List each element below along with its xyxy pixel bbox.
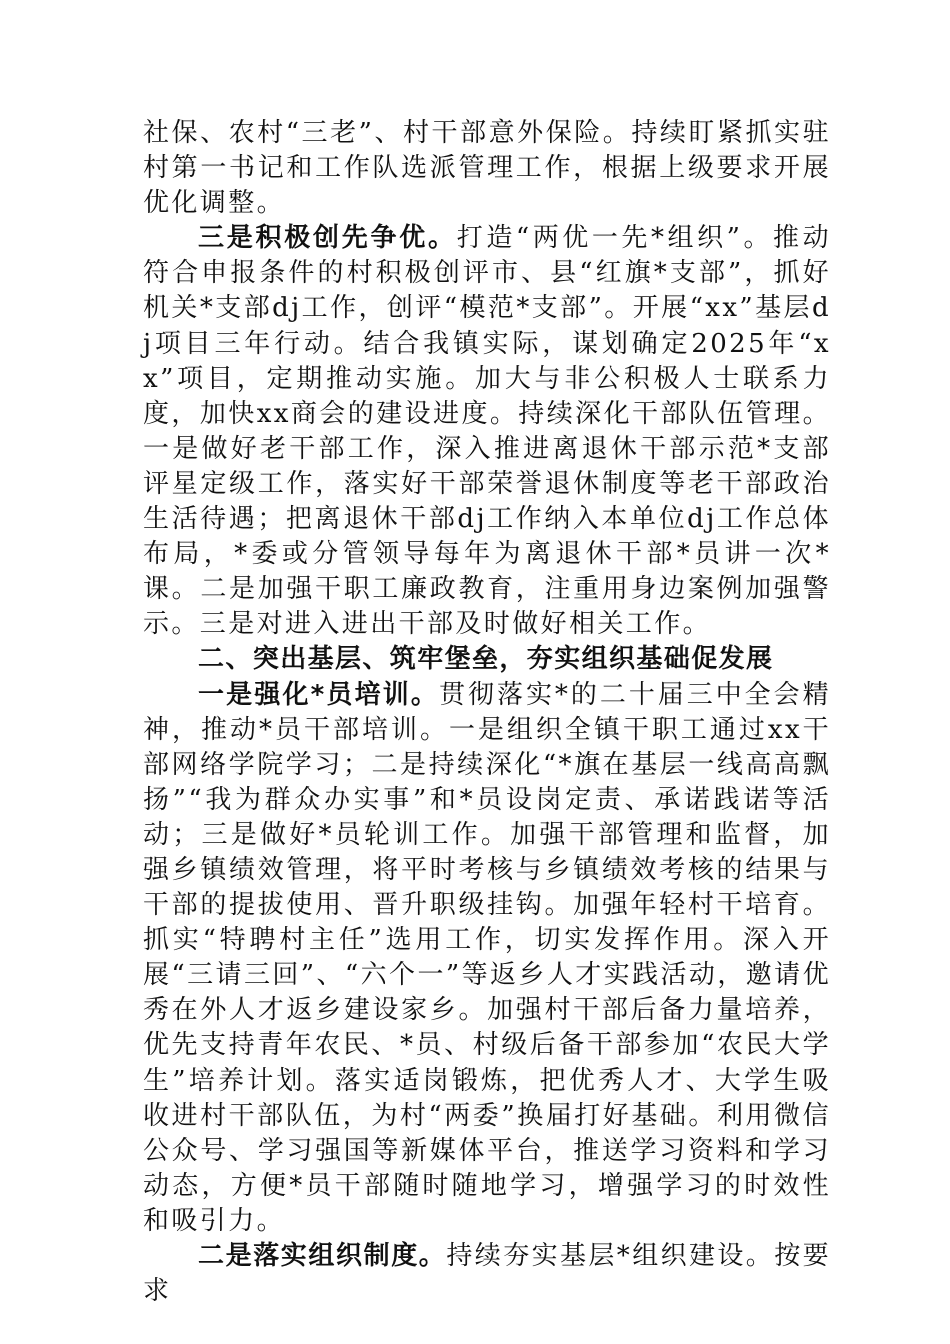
paragraph-lead-training: 一是强化*员培训。 (198, 679, 440, 710)
paragraph-body-excellence: 打造“两优一先*组织”。推动符合申报条件的村积极创评市、县“红旗*支部”，抓好机关*支部dj工作，创评“模范*支部”。开展“xx”基层dj项目三年行动。结合我镇实际，谋划确定2025年“xx”项目，定期推动实施。加大与非公积极人士联系力度，加快xx商会的建设进度。持续深化干部队伍管理。一是做好老干部工作，深入推进离退休干部示范*支部评星定级工作，落实好干部荣誉退休制度等老干部政治生活待遇；把离退休干部dj工作纳入本单位dj工作总体布局，*委或分管领导每年为离退休干部*员讲一次*课。二是加强干职工廉政教育，注重用身边案例加强警示。三是对进入进出干部及时做好相关工作。 (143, 223, 831, 640)
document-body (143, 116, 831, 1309)
paragraph-excellence (143, 221, 831, 642)
paragraph-lead-excellence: 三是积极创先争优。 (198, 223, 457, 254)
paragraph-social-insurance: 社保、农村“三老”、村干部意外保险。持续盯紧抓实驻村第一书记和工作队选派管理工作，根据上级要求开展优化调整。 (143, 118, 831, 219)
paragraph-body-organization: 持续夯实基层*组织建设。按要求 (143, 1241, 832, 1307)
paragraph-lead-organization: 二是落实组织制度。 (198, 1241, 447, 1271)
section-heading: 二、突出基层、筑牢堡垒，夯实组织基础促发展 (198, 644, 774, 675)
paragraph-organization-system (143, 1239, 831, 1309)
paragraph-training (143, 678, 831, 1240)
paragraph-body-training: 贯彻落实*的二十届三中全会精神，推动*员干部培训。一是组织全镇干职工通过xx干部网络学院学习；二是持续深化“*旗在基层一线高高飘扬”“我为群众办实事”和*员设岗定责、承诺践诺等活动；三是做好*员轮训工作。加强干部管理和监督，加强乡镇绩效管理，将平时考核与乡镇绩效考核的结果与干部的提拔使用、晋升职级挂钩。加强年轻村干培育。抓实“特聘村主任”选用工作，切实发挥作用。深入开展“三请三回”、“六个一”等返乡人才实践活动，邀请优秀在外人才返乡建设家乡。加强村干部后备力量培养，优先支持青年农民、*员、村级后备干部参加“农民大学生”培养计划。落实适岗锻炼，把优秀人才、大学生吸收进村干部队伍，为村“两委”换届打好基础。利用微信公众号、学习强国等新媒体平台，推送学习资料和学习动态，方便*员干部随时随地学习，增强学习的时效性和吸引力。 (143, 679, 832, 1236)
